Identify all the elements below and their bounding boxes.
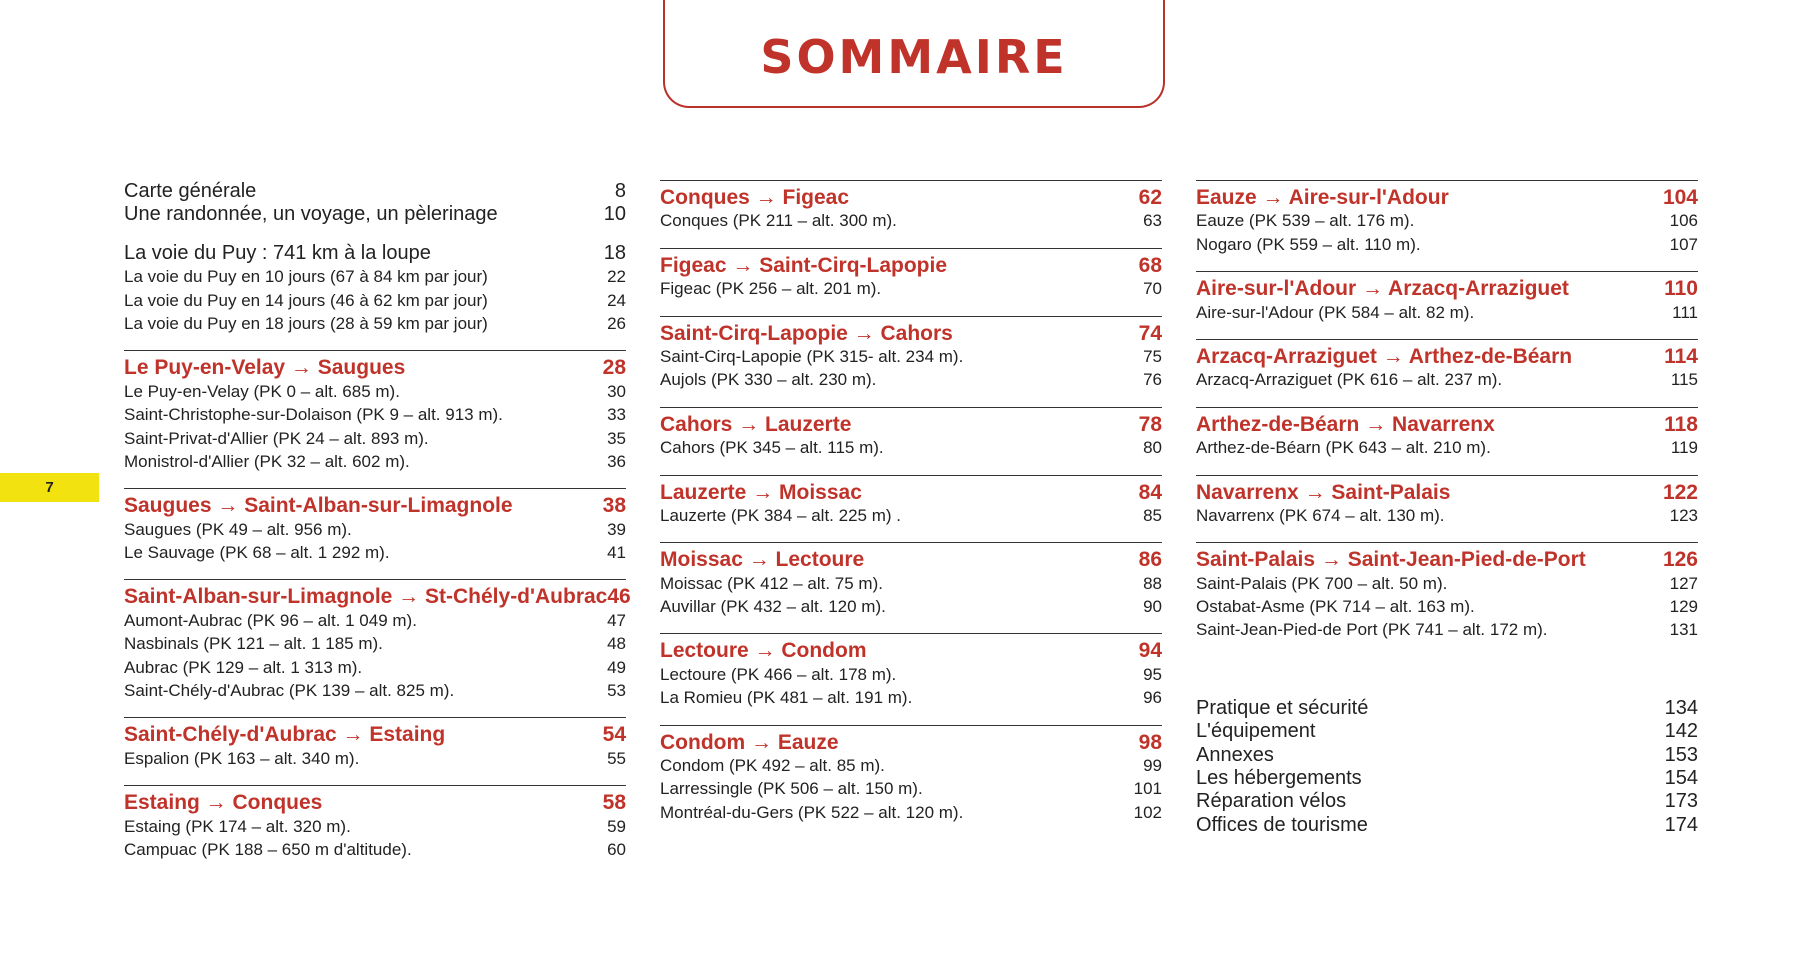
toc-entry-label: Moissac (PK 412 – alt. 75 m). — [660, 573, 883, 593]
toc-entry-label: Réparation vélos — [1196, 790, 1347, 813]
toc-entry-page: 174 — [1664, 813, 1698, 836]
toc-entry-page: 74 — [1138, 321, 1162, 345]
toc-entry[interactable] — [124, 242, 626, 265]
toc-section — [1196, 542, 1698, 642]
toc-entry-label: Condom → Eauze — [660, 730, 839, 754]
toc-entry-page: 102 — [1133, 802, 1162, 822]
toc-entry-label: Aujols (PK 330 – alt. 230 m). — [660, 370, 877, 390]
toc-column-1 — [124, 180, 631, 876]
toc-entry-page: 134 — [1664, 696, 1698, 719]
toc-entry-label: Navarrenx → Saint-Palais — [1196, 480, 1451, 504]
toc-entry-label: Navarrenx (PK 674 – alt. 130 m). — [1196, 505, 1445, 525]
toc-stage-heading[interactable] — [124, 356, 626, 379]
toc-entry-page: 110 — [1664, 277, 1698, 301]
toc-entry[interactable] — [660, 801, 1162, 824]
toc-entry-page: 30 — [607, 381, 626, 401]
toc-entry[interactable] — [124, 656, 626, 679]
toc-entry-label: Saugues (PK 49 – alt. 956 m). — [124, 519, 352, 539]
toc-entry-page: 115 — [1670, 370, 1698, 390]
toc-stage-heading[interactable] — [1196, 186, 1698, 209]
toc-entry-label: Saint-Palais (PK 700 – alt. 50 m). — [1196, 573, 1448, 593]
toc-entry[interactable] — [124, 403, 626, 426]
toc-entry-label: Arzacq-Arraziguet → Arthez-de-Béarn — [1196, 344, 1573, 368]
toc-entry[interactable] — [660, 277, 1162, 300]
toc-entry-label: Les hébergements — [1196, 767, 1362, 790]
toc-entry-label: Estaing → Conques — [124, 791, 323, 815]
toc-entry-page: 106 — [1669, 211, 1698, 231]
toc-section — [660, 180, 1162, 233]
toc-entry[interactable] — [660, 436, 1162, 459]
toc-section — [124, 579, 631, 702]
toc-entry-label: Pratique et sécurité — [1196, 696, 1369, 719]
toc-entry[interactable] — [660, 754, 1162, 777]
toc-entry-label: Carte générale — [124, 180, 257, 202]
toc-entry-page: 47 — [607, 610, 626, 630]
toc-entry-label: Aire-sur-l'Adour → Arzacq-Arraziguet — [1196, 277, 1569, 301]
toc-section — [660, 316, 1162, 392]
toc-entry-page: 75 — [1143, 346, 1162, 366]
toc-section — [660, 633, 1162, 709]
toc-entry[interactable] — [1196, 368, 1698, 391]
toc-entry-page: 78 — [1138, 412, 1162, 436]
page-number-tab — [0, 473, 99, 502]
toc-entry-label: Moissac → Lectoure — [660, 548, 865, 572]
toc-column-2 — [660, 180, 1162, 839]
toc-entry[interactable] — [124, 679, 626, 702]
toc-section — [124, 717, 626, 770]
toc-entry-page: 39 — [607, 519, 626, 539]
toc-entry-page: 22 — [607, 267, 626, 287]
toc-entry-label: Saint-Cirq-Lapopie → Cahors — [660, 321, 953, 345]
toc-entry-label: Lauzerte → Moissac — [660, 480, 862, 504]
toc-stage-heading[interactable] — [1196, 481, 1698, 504]
toc-entry[interactable] — [1196, 436, 1698, 459]
toc-entry-page: 53 — [607, 681, 626, 701]
toc-section — [1196, 180, 1698, 256]
toc-entry-label: Montréal-du-Gers (PK 522 – alt. 120 m). — [660, 802, 964, 822]
toc-entry[interactable] — [1196, 504, 1698, 527]
toc-entry-label: Aubrac (PK 129 – alt. 1 313 m). — [124, 657, 363, 677]
toc-entry-label: Cahors → Lauzerte — [660, 412, 852, 436]
toc-entry-page: 24 — [607, 290, 626, 310]
toc-entry-page: 99 — [1143, 756, 1162, 776]
toc-stage-heading[interactable] — [1196, 277, 1698, 300]
toc-entry[interactable] — [660, 345, 1162, 368]
toc-entry-page: 127 — [1669, 573, 1698, 593]
toc-section — [660, 248, 1162, 301]
toc-entry-page: 8 — [614, 180, 626, 202]
toc-stage-heading[interactable] — [660, 254, 1162, 277]
toc-section — [124, 488, 626, 564]
toc-section — [660, 725, 1162, 825]
title-box — [663, 0, 1165, 108]
toc-entry-label: Aire-sur-l'Adour (PK 584 – alt. 82 m). — [1196, 302, 1475, 322]
toc-entry-page: 48 — [607, 634, 626, 654]
toc-entry-page: 46 — [607, 585, 631, 609]
toc-stage-heading[interactable] — [660, 731, 1162, 754]
toc-entry-label: Conques (PK 211 – alt. 300 m). — [660, 211, 897, 231]
toc-entry-page: 122 — [1662, 480, 1698, 504]
toc-entry-label: La voie du Puy en 14 jours (46 à 62 km par jour) — [124, 290, 488, 310]
toc-entry-label: Eauze (PK 539 – alt. 176 m). — [1196, 211, 1415, 231]
toc-stage-heading[interactable] — [1196, 548, 1698, 571]
toc-entry[interactable] — [124, 180, 626, 203]
toc-entry-page: 85 — [1143, 505, 1162, 525]
toc-entry-label: La Romieu (PK 481 – alt. 191 m). — [660, 688, 913, 708]
toc-section — [660, 475, 1162, 528]
toc-entry[interactable] — [1196, 790, 1698, 813]
toc-entry[interactable] — [1196, 301, 1698, 324]
toc-entry-label: Saugues → Saint-Alban-sur-Limagnole — [124, 494, 513, 518]
toc-stage-heading[interactable] — [660, 639, 1162, 662]
toc-entry-label: La voie du Puy : 741 km à la loupe — [124, 241, 431, 264]
toc-entry-label: Monistrol-d'Allier (PK 32 – alt. 602 m). — [124, 451, 410, 471]
toc-entry[interactable] — [124, 427, 626, 450]
toc-entry-page: 26 — [607, 313, 626, 333]
toc-entry-page: 54 — [602, 723, 626, 747]
toc-entry-page: 119 — [1670, 438, 1698, 458]
toc-entry-label: Larressingle (PK 506 – alt. 150 m). — [660, 779, 923, 799]
toc-entry-label: Nogaro (PK 559 – alt. 110 m). — [1196, 234, 1421, 254]
toc-section — [124, 180, 626, 227]
toc-entry-page: 58 — [602, 791, 626, 815]
toc-entry-label: Saint-Alban-sur-Limagnole → St-Chély-d'Aubrac — [124, 585, 608, 609]
toc-entry-page: 126 — [1662, 548, 1698, 572]
toc-entry-page: 118 — [1664, 412, 1698, 436]
toc-entry-label: Aumont-Aubrac (PK 96 – alt. 1 049 m). — [124, 610, 417, 630]
toc-section — [124, 350, 626, 473]
toc-entry-label: Figeac (PK 256 – alt. 201 m). — [660, 279, 882, 299]
toc-entry[interactable] — [124, 450, 626, 473]
toc-entry-page: 28 — [602, 356, 626, 380]
toc-entry-page: 84 — [1138, 480, 1162, 504]
toc-entry-label: Conques → Figeac — [660, 186, 850, 209]
toc-entry[interactable] — [660, 209, 1162, 232]
toc-entry[interactable] — [660, 663, 1162, 686]
toc-entry[interactable] — [1196, 814, 1698, 837]
toc-entry[interactable] — [660, 686, 1162, 709]
toc-entry-label: Le Puy-en-Velay → Saugues — [124, 356, 406, 380]
toc-entry-page: 70 — [1143, 279, 1162, 299]
toc-stage-heading[interactable] — [1196, 413, 1698, 436]
toc-entry-label: Auvillar (PK 432 – alt. 120 m). — [660, 597, 886, 617]
toc-column-3 — [1196, 180, 1698, 852]
page-title: SOMMAIRE — [760, 30, 1068, 84]
toc-entry-label: La voie du Puy en 18 jours (28 à 59 km par jour) — [124, 313, 488, 333]
toc-entry-page: 90 — [1143, 597, 1162, 617]
toc-entry-page: 38 — [602, 494, 626, 518]
toc-entry-page: 41 — [607, 543, 626, 563]
page-number: 7 — [45, 479, 54, 496]
toc-entry-label: Arthez-de-Béarn → Navarrenx — [1196, 412, 1495, 436]
toc-entry-label: Saint-Cirq-Lapopie (PK 315- alt. 234 m). — [660, 346, 964, 366]
toc-entry-label: Une randonnée, un voyage, un pèlerinage — [124, 203, 498, 226]
toc-entry[interactable] — [1196, 767, 1698, 790]
toc-entry-page: 59 — [607, 816, 626, 836]
toc-entry-label: La voie du Puy en 10 jours (67 à 84 km par jour) — [124, 267, 488, 287]
toc-entry-label: Lectoure (PK 466 – alt. 178 m). — [660, 664, 897, 684]
toc-entry-page: 18 — [603, 241, 626, 264]
toc-stage-heading[interactable] — [124, 585, 631, 609]
toc-entry[interactable] — [124, 609, 626, 632]
toc-stage-heading[interactable] — [660, 548, 1162, 571]
toc-entry-label: Lauzerte (PK 384 – alt. 225 m) . — [660, 505, 901, 525]
toc-entry-page: 111 — [1672, 302, 1698, 322]
toc-entry[interactable] — [1196, 697, 1698, 720]
toc-entry[interactable] — [660, 368, 1162, 391]
toc-entry[interactable] — [124, 747, 626, 770]
toc-section — [1196, 407, 1698, 460]
toc-entry[interactable] — [1196, 233, 1698, 256]
toc-entry-page: 123 — [1669, 505, 1698, 525]
toc-entry-page: 107 — [1669, 234, 1698, 254]
toc-stage-heading[interactable] — [1196, 345, 1698, 368]
toc-entry-page: 35 — [607, 428, 626, 448]
toc-entry[interactable] — [124, 518, 626, 541]
toc-entry[interactable] — [1196, 209, 1698, 232]
toc-entry-label: Arzacq-Arraziguet (PK 616 – alt. 237 m). — [1196, 370, 1503, 390]
toc-entry-page: 142 — [1664, 720, 1698, 743]
toc-section — [124, 785, 626, 861]
toc-entry-label: Arthez-de-Béarn (PK 643 – alt. 210 m). — [1196, 438, 1491, 458]
toc-entry-label: Estaing (PK 174 – alt. 320 m). — [124, 816, 351, 836]
toc-entry-label: Annexes — [1196, 743, 1274, 766]
toc-entry-page: 63 — [1143, 211, 1162, 231]
toc-entry-page: 55 — [607, 748, 626, 768]
toc-entry-page: 49 — [607, 657, 626, 677]
toc-entry[interactable] — [1196, 618, 1698, 641]
toc-entry-page: 114 — [1664, 344, 1698, 368]
toc-entry-page: 76 — [1143, 370, 1162, 390]
toc-stage-heading[interactable] — [124, 494, 626, 517]
toc-stage-heading[interactable] — [660, 481, 1162, 504]
toc-entry-label: Saint-Privat-d'Allier (PK 24 – alt. 893 m). — [124, 428, 429, 448]
toc-stage-heading[interactable] — [660, 186, 1162, 209]
toc-entry[interactable] — [124, 312, 626, 335]
toc-entry[interactable] — [124, 265, 626, 288]
toc-stage-heading[interactable] — [124, 791, 626, 814]
toc-entry[interactable] — [1196, 595, 1698, 618]
toc-stage-heading[interactable] — [660, 322, 1162, 345]
toc-entry-page: 96 — [1143, 688, 1162, 708]
toc-entry[interactable] — [124, 632, 626, 655]
toc-entry-label: Saint-Palais → Saint-Jean-Pied-de-Port — [1196, 548, 1586, 572]
toc-entry-label: Campuac (PK 188 – 650 m d'altitude). — [124, 839, 412, 859]
toc-entry-label: Nasbinals (PK 121 – alt. 1 185 m). — [124, 634, 383, 654]
toc-entry-page: 101 — [1133, 779, 1162, 799]
toc-entry-page: 33 — [607, 405, 626, 425]
toc-entry[interactable] — [124, 815, 626, 838]
toc-entry-label: L'équipement — [1196, 720, 1316, 743]
toc-entry-label: Condom (PK 492 – alt. 85 m). — [660, 756, 885, 776]
toc-entry-page: 98 — [1138, 730, 1162, 754]
toc-entry-label: Figeac → Saint-Cirq-Lapopie — [660, 253, 948, 277]
toc-entry[interactable] — [124, 289, 626, 312]
toc-entry-label: Eauze → Aire-sur-l'Adour — [1196, 186, 1449, 209]
toc-section — [660, 407, 1162, 460]
toc-entry[interactable] — [660, 595, 1162, 618]
toc-entry[interactable] — [1196, 572, 1698, 595]
toc-entry-page: 60 — [607, 839, 626, 859]
toc-section — [1196, 475, 1698, 528]
toc-stage-heading[interactable] — [660, 413, 1162, 436]
toc-entry-page: 62 — [1138, 186, 1162, 209]
toc-entry-page: 80 — [1143, 438, 1162, 458]
toc-entry-page: 153 — [1664, 743, 1698, 766]
toc-entry-label: Saint-Chély-d'Aubrac (PK 139 – alt. 825 m). — [124, 681, 455, 701]
toc-section — [1196, 271, 1698, 324]
toc-entry-page: 68 — [1138, 253, 1162, 277]
toc-entry-label: Offices de tourisme — [1196, 813, 1368, 836]
toc-entry-page: 154 — [1664, 767, 1698, 790]
toc-entry[interactable] — [124, 838, 626, 861]
toc-entry-label: Cahors (PK 345 – alt. 115 m). — [660, 438, 884, 458]
toc-entry-label: Espalion (PK 163 – alt. 340 m). — [124, 748, 360, 768]
toc-entry[interactable] — [1196, 720, 1698, 743]
toc-entry-page: 88 — [1143, 573, 1162, 593]
toc-entry-label: Le Puy-en-Velay (PK 0 – alt. 685 m). — [124, 381, 400, 401]
toc-entry-page: 86 — [1138, 548, 1162, 572]
toc-entry-page: 36 — [607, 451, 626, 471]
toc-entry[interactable] — [124, 203, 626, 226]
toc-section — [124, 242, 626, 336]
toc-entry[interactable] — [660, 572, 1162, 595]
toc-entry-page: 94 — [1138, 639, 1162, 663]
toc-entry[interactable] — [660, 777, 1162, 800]
toc-entry-page: 129 — [1669, 597, 1698, 617]
toc-stage-heading[interactable] — [124, 723, 626, 746]
toc-entry-label: Saint-Chély-d'Aubrac → Estaing — [124, 723, 446, 747]
toc-entry-page: 10 — [603, 203, 626, 226]
toc-entry-label: Ostabat-Asme (PK 714 – alt. 163 m). — [1196, 597, 1475, 617]
toc-section — [1196, 339, 1698, 392]
toc-entry[interactable] — [124, 380, 626, 403]
toc-entry-page: 104 — [1662, 186, 1698, 209]
toc-entry-label: Saint-Christophe-sur-Dolaison (PK 9 – alt. 913 m). — [124, 405, 503, 425]
toc-entry[interactable] — [1196, 744, 1698, 767]
toc-entry-page: 95 — [1143, 664, 1162, 684]
toc-entry-label: Lectoure → Condom — [660, 639, 867, 663]
toc-entry[interactable] — [124, 541, 626, 564]
toc-entry-label: Le Sauvage (PK 68 – alt. 1 292 m). — [124, 543, 390, 563]
toc-entry-page: 131 — [1669, 620, 1698, 640]
toc-entry-label: Saint-Jean-Pied-de Port (PK 741 – alt. 172 m). — [1196, 620, 1548, 640]
toc-entry-page: 173 — [1664, 790, 1698, 813]
toc-section — [660, 542, 1162, 618]
toc-section — [1196, 697, 1698, 837]
toc-entry[interactable] — [660, 504, 1162, 527]
section-spacer — [1196, 657, 1698, 697]
